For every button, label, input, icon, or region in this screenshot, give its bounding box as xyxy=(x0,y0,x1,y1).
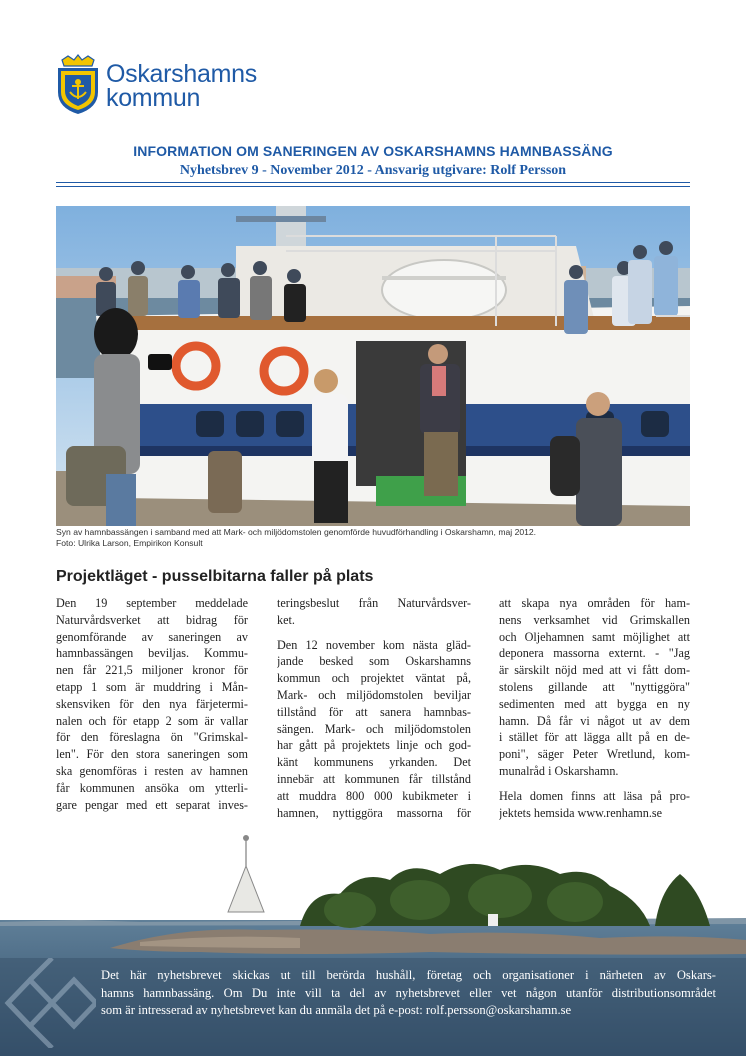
island-landscape-image xyxy=(0,830,746,1056)
column-line: har gått på projektets linje och god- xyxy=(277,738,471,753)
column-line: tillstånd för att sanera hamnbas- xyxy=(277,704,471,719)
column-line: Den 12 november kom nästa gläd- xyxy=(277,637,471,652)
notice-line-3: som är intresserad av nyhetsbrevet kan du anmäla det på e-post: rolf.persson@oskarshamn.se xyxy=(101,1003,572,1017)
column-line: får kommunen ansöka om ytterli- xyxy=(56,780,248,795)
column-line: skensviken för den nya färjetermi- xyxy=(56,696,248,711)
column-line: nen får 221,5 miljoner kronor för xyxy=(56,663,248,678)
logo xyxy=(56,54,276,116)
logo-line-2: kommun xyxy=(106,84,201,112)
column-line: len". För den stora saneringen som xyxy=(56,747,248,762)
column-line: att skapa nya områden för ham- xyxy=(499,596,690,610)
column-line: stolens gillande att "nyttiggöra" xyxy=(499,679,690,694)
article-column-3 xyxy=(499,595,690,821)
column-line: ket. xyxy=(277,612,295,627)
column-line: jande besked som Oskarshamns xyxy=(277,654,471,669)
column-line: sängen. Mark- och miljödomstolen xyxy=(277,721,471,736)
column-line: i stället för att lägga allt på en de- xyxy=(499,730,690,745)
column-line: sedimenten med att bygga en ny xyxy=(499,696,690,711)
column-line: hamnbassängen beviljas. Kommu- xyxy=(56,646,248,661)
coat-of-arms-icon xyxy=(56,54,100,116)
caption-line-2: Foto: Ulrika Larson, Empirikon Konsult xyxy=(56,538,203,548)
column-line: deponera massorna externt. - "Jag xyxy=(499,646,690,661)
logo-wordmark xyxy=(106,62,257,110)
column-line: jektets hemsida www.renhamn.se xyxy=(499,805,663,820)
column-line: och Oljehamnen samt möjlighet att xyxy=(499,629,690,644)
column-line: gare pengar med ett separat inves- xyxy=(56,797,248,812)
article-column-2 xyxy=(277,595,471,821)
knot-pattern-icon xyxy=(0,958,96,1048)
column-line: Den 19 september meddelade xyxy=(56,596,248,610)
article-heading: Projektläget - pusselbitarna faller på plats xyxy=(56,568,374,585)
column-line: munalråd i Oskarshamn. xyxy=(499,763,619,778)
distribution-notice xyxy=(101,967,716,1020)
caption-line-1: Syn av hamnbassängen i samband med att Mark- och miljödomstolen genomförde huvudförhandling i Oskarshamn, maj 2012. xyxy=(56,527,537,537)
column-line: genomförande av saneringen av xyxy=(56,629,248,644)
column-line: kommun och projektet väntat på, xyxy=(277,671,471,686)
column-line: nens verksamhet vid Grimskallen xyxy=(499,612,690,627)
column-line: nalen och för etapp 2 som är vallar xyxy=(56,713,248,728)
column-line: ska genomföras i resten av hamnen xyxy=(56,763,248,778)
notice-line-1: Det här nyhetsbrevet skickas ut till berörda hushåll, företag och organisationer i närheten av Oskars- xyxy=(101,968,716,982)
divider-bottom xyxy=(56,186,690,187)
photo-caption xyxy=(56,527,696,549)
divider-top xyxy=(56,182,690,183)
column-line: att muddra 800 000 kubikmeter i xyxy=(277,788,471,803)
notice-line-2: hamns hamnbassäng. Om Du inte vill ta del av nyhetsbrevet eller vet någon utanför distributionsområdet xyxy=(101,985,716,1000)
column-line: innebär att kommunen får tillstånd xyxy=(277,771,471,786)
column-line: etapp 1 som är muddring i Mån- xyxy=(56,679,248,694)
column-line: Hela domen finns att läsa på pro- xyxy=(499,788,690,803)
logo-line-1: Oskarshamns xyxy=(106,60,257,88)
paragraph-gap xyxy=(499,780,690,788)
column-line: Naturvårdsverket att bidrag för xyxy=(56,612,248,627)
paragraph-gap xyxy=(277,629,471,637)
harbour-boat-photo xyxy=(56,206,690,526)
column-line: hamn. Då får vi något ut av dem xyxy=(499,713,690,728)
column-line: känt kommunens yrkanden. Det xyxy=(277,755,471,770)
column-line: teringsbeslut från Naturvårdsver- xyxy=(277,596,471,610)
column-line: hamnen, nyttiggöra massorna för xyxy=(277,805,471,820)
column-line: är särskilt nöjd med att vi fått dom- xyxy=(499,663,690,678)
column-line: för den föreslagna ön "Grimskal- xyxy=(56,730,248,745)
newsletter-subtitle: Nyhetsbrev 9 - November 2012 - Ansvarig utgivare: Rolf Persson xyxy=(179,163,567,178)
column-line: poni", säger Peter Wretlund, kom- xyxy=(499,747,690,762)
newsletter-title: INFORMATION OM SANERINGEN AV OSKARSHAMNS HAMNBASSÄNG xyxy=(133,143,613,159)
column-line: Mark- och miljödomstolen beviljar xyxy=(277,687,471,702)
article-column-1 xyxy=(56,595,248,813)
